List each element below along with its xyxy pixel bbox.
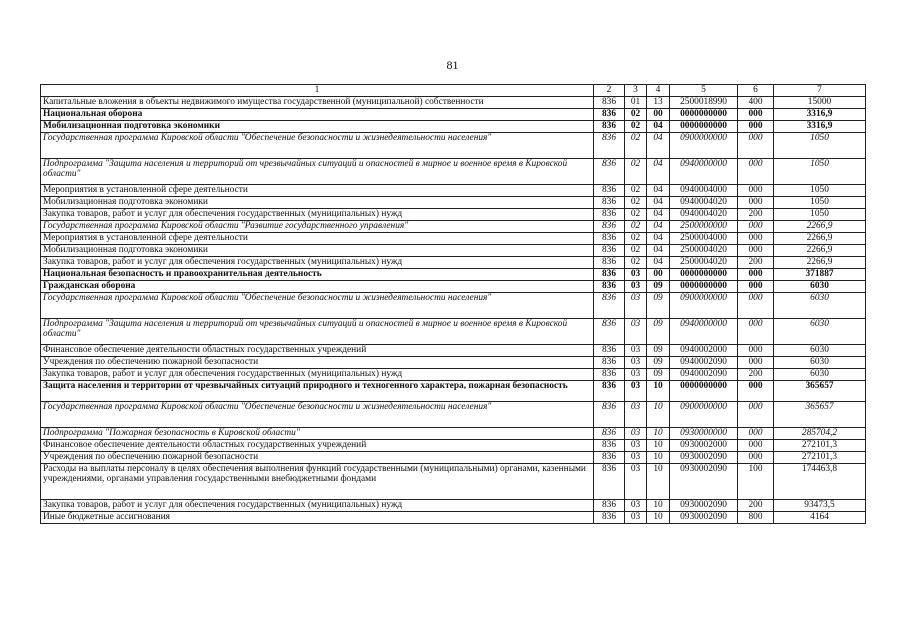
section-code-cell: 03 (625, 451, 647, 463)
header-cell: 6 (738, 85, 774, 97)
ministry-code-cell: 836 (594, 196, 625, 208)
table-row (41, 108, 866, 120)
target-article-cell: 0000000000 (670, 380, 738, 401)
section-code-cell: 02 (625, 184, 647, 196)
item-name-cell: Национальная безопасность и правоохранительная деятельность (41, 268, 594, 280)
amount-cell: 365657 (774, 401, 866, 427)
item-name-cell: Защита населения и территории от чрезвычайных ситуаций природного и техногенного характера, пожарная безопасность (41, 380, 594, 401)
table-row (41, 463, 866, 499)
amount-cell: 15000 (774, 96, 866, 108)
ministry-code-cell: 836 (594, 220, 625, 232)
item-name-cell: Мобилизационная подготовка экономики (41, 244, 594, 256)
expense-type-cell: 000 (738, 318, 774, 344)
item-name-cell: Мероприятия в установленной сфере деятельности (41, 232, 594, 244)
subsection-code-cell: 04 (647, 158, 670, 184)
amount-cell: 2266,9 (774, 232, 866, 244)
budget-table (40, 84, 866, 524)
ministry-code-cell: 836 (594, 96, 625, 108)
amount-cell: 371887 (774, 268, 866, 280)
item-name-cell: Подпрограмма "Защита населения и территорий от чрезвычайных ситуаций и опасностей в мирное и военное время в Кировской области" (41, 158, 594, 184)
expense-type-cell: 100 (738, 463, 774, 499)
amount-cell: 2266,9 (774, 220, 866, 232)
subsection-code-cell: 00 (647, 268, 670, 280)
expense-type-cell: 000 (738, 132, 774, 158)
item-name-cell: Финансовое обеспечение деятельности областных государственных учреждений (41, 439, 594, 451)
expense-type-cell: 000 (738, 268, 774, 280)
header-cell: 5 (670, 85, 738, 97)
item-name-cell: Подпрограмма "Пожарная безопасность в Кировской области" (41, 427, 594, 439)
ministry-code-cell: 836 (594, 401, 625, 427)
ministry-code-cell: 836 (594, 268, 625, 280)
item-name-cell: Мобилизационная подготовка экономики (41, 196, 594, 208)
table-row (41, 268, 866, 280)
expense-type-cell: 000 (738, 380, 774, 401)
section-code-cell: 03 (625, 439, 647, 451)
section-code-cell: 02 (625, 232, 647, 244)
subsection-code-cell: 09 (647, 280, 670, 292)
table-row (41, 499, 866, 511)
amount-cell: 3316,9 (774, 108, 866, 120)
subsection-code-cell: 04 (647, 196, 670, 208)
item-name-cell: Государственная программа Кировской области "Обеспечение безопасности и жизнедеятельности населения" (41, 292, 594, 318)
amount-cell: 174463,8 (774, 463, 866, 499)
subsection-code-cell: 04 (647, 132, 670, 158)
subsection-code-cell: 10 (647, 511, 670, 523)
table-row (41, 439, 866, 451)
expense-type-cell: 000 (738, 427, 774, 439)
section-code-cell: 02 (625, 220, 647, 232)
section-code-cell: 03 (625, 280, 647, 292)
ministry-code-cell: 836 (594, 208, 625, 220)
ministry-code-cell: 836 (594, 499, 625, 511)
amount-cell: 6030 (774, 356, 866, 368)
item-name-cell: Мероприятия в установленной сфере деятельности (41, 184, 594, 196)
item-name-cell: Гражданская оборона (41, 280, 594, 292)
expense-type-cell: 200 (738, 499, 774, 511)
target-article-cell: 0000000000 (670, 268, 738, 280)
section-code-cell: 02 (625, 132, 647, 158)
table-row (41, 380, 866, 401)
subsection-code-cell: 09 (647, 318, 670, 344)
target-article-cell: 0940004000 (670, 184, 738, 196)
amount-cell: 1050 (774, 132, 866, 158)
item-name-cell: Капитальные вложения в объекты недвижимого имущества государственной (муниципальной) собственности (41, 96, 594, 108)
section-code-cell: 02 (625, 196, 647, 208)
table-row (41, 318, 866, 344)
subsection-code-cell: 10 (647, 439, 670, 451)
table-row (41, 427, 866, 439)
item-name-cell: Расходы на выплаты персоналу в целях обеспечения выполнения функций государственными (муниципальными) органами, казенными учреждениями, органами управления государственными внебюджетными фондами (41, 463, 594, 499)
section-code-cell: 02 (625, 208, 647, 220)
section-code-cell: 03 (625, 401, 647, 427)
subsection-code-cell: 10 (647, 380, 670, 401)
target-article-cell: 0900000000 (670, 401, 738, 427)
target-article-cell: 2500004020 (670, 256, 738, 268)
subsection-code-cell: 04 (647, 244, 670, 256)
section-code-cell: 03 (625, 380, 647, 401)
item-name-cell: Закупка товаров, работ и услуг для обеспечения государственных (муниципальных) нужд (41, 256, 594, 268)
amount-cell: 3316,9 (774, 120, 866, 132)
ministry-code-cell: 836 (594, 427, 625, 439)
header-cell: 2 (594, 85, 625, 97)
subsection-code-cell: 09 (647, 368, 670, 380)
section-code-cell: 03 (625, 368, 647, 380)
target-article-cell: 0940004020 (670, 196, 738, 208)
expense-type-cell: 000 (738, 108, 774, 120)
section-code-cell: 02 (625, 256, 647, 268)
section-code-cell: 03 (625, 292, 647, 318)
amount-cell: 6030 (774, 292, 866, 318)
expense-type-cell: 000 (738, 232, 774, 244)
section-code-cell: 03 (625, 318, 647, 344)
header-cell: 1 (41, 85, 594, 97)
expense-type-cell: 800 (738, 511, 774, 523)
table-row (41, 356, 866, 368)
header-cell: 3 (625, 85, 647, 97)
amount-cell: 4164 (774, 511, 866, 523)
item-name-cell: Государственная программа Кировской области "Развитие государственного управления" (41, 220, 594, 232)
subsection-code-cell: 04 (647, 220, 670, 232)
target-article-cell: 0940000000 (670, 158, 738, 184)
expense-type-cell: 000 (738, 220, 774, 232)
expense-type-cell: 000 (738, 120, 774, 132)
section-code-cell: 03 (625, 499, 647, 511)
header-row (41, 85, 866, 97)
expense-type-cell: 000 (738, 451, 774, 463)
ministry-code-cell: 836 (594, 511, 625, 523)
target-article-cell: 0000000000 (670, 280, 738, 292)
ministry-code-cell: 836 (594, 244, 625, 256)
amount-cell: 2266,9 (774, 256, 866, 268)
expense-type-cell: 000 (738, 196, 774, 208)
target-article-cell: 0930002090 (670, 499, 738, 511)
amount-cell: 6030 (774, 344, 866, 356)
table-row (41, 451, 866, 463)
amount-cell: 1050 (774, 208, 866, 220)
ministry-code-cell: 836 (594, 280, 625, 292)
ministry-code-cell: 836 (594, 344, 625, 356)
subsection-code-cell: 04 (647, 208, 670, 220)
expense-type-cell: 000 (738, 439, 774, 451)
expense-type-cell: 000 (738, 244, 774, 256)
table-row (41, 96, 866, 108)
ministry-code-cell: 836 (594, 380, 625, 401)
table-row (41, 220, 866, 232)
table-row (41, 184, 866, 196)
item-name-cell: Закупка товаров, работ и услуг для обеспечения государственных (муниципальных) нужд (41, 208, 594, 220)
subsection-code-cell: 10 (647, 499, 670, 511)
target-article-cell: 0900000000 (670, 292, 738, 318)
expense-type-cell: 000 (738, 280, 774, 292)
table-row (41, 132, 866, 158)
section-code-cell: 03 (625, 268, 647, 280)
target-article-cell: 0940002090 (670, 368, 738, 380)
expense-type-cell: 000 (738, 344, 774, 356)
item-name-cell: Государственная программа Кировской области "Обеспечение безопасности и жизнедеятельности населения" (41, 132, 594, 158)
expense-type-cell: 400 (738, 96, 774, 108)
table-row (41, 256, 866, 268)
expense-type-cell: 000 (738, 184, 774, 196)
target-article-cell: 0940000000 (670, 318, 738, 344)
target-article-cell: 0000000000 (670, 108, 738, 120)
amount-cell: 2266,9 (774, 244, 866, 256)
subsection-code-cell: 10 (647, 427, 670, 439)
section-code-cell: 02 (625, 244, 647, 256)
section-code-cell: 01 (625, 96, 647, 108)
ministry-code-cell: 836 (594, 368, 625, 380)
page-number: 81 (446, 58, 459, 72)
table-row (41, 292, 866, 318)
section-code-cell: 03 (625, 511, 647, 523)
subsection-code-cell: 09 (647, 356, 670, 368)
expense-type-cell: 000 (738, 401, 774, 427)
target-article-cell: 0930002090 (670, 451, 738, 463)
header-cell: 4 (647, 85, 670, 97)
expense-type-cell: 000 (738, 292, 774, 318)
ministry-code-cell: 836 (594, 132, 625, 158)
ministry-code-cell: 836 (594, 256, 625, 268)
section-code-cell: 02 (625, 120, 647, 132)
target-article-cell: 0900000000 (670, 132, 738, 158)
table-row (41, 158, 866, 184)
subsection-code-cell: 10 (647, 463, 670, 499)
subsection-code-cell: 09 (647, 344, 670, 356)
item-name-cell: Учреждения по обеспечению пожарной безопасности (41, 451, 594, 463)
target-article-cell: 0930002090 (670, 511, 738, 523)
amount-cell: 272101,3 (774, 439, 866, 451)
expense-type-cell: 000 (738, 158, 774, 184)
target-article-cell: 2500004000 (670, 232, 738, 244)
target-article-cell: 0940002000 (670, 344, 738, 356)
target-article-cell: 2500000000 (670, 220, 738, 232)
amount-cell: 1050 (774, 184, 866, 196)
header-cell: 7 (774, 85, 866, 97)
table-row (41, 232, 866, 244)
expense-type-cell: 200 (738, 256, 774, 268)
table-row (41, 196, 866, 208)
subsection-code-cell: 13 (647, 96, 670, 108)
section-code-cell: 02 (625, 108, 647, 120)
target-article-cell: 0940004020 (670, 208, 738, 220)
item-name-cell: Закупка товаров, работ и услуг для обеспечения государственных (муниципальных) нужд (41, 499, 594, 511)
target-article-cell: 2500004020 (670, 244, 738, 256)
subsection-code-cell: 04 (647, 120, 670, 132)
subsection-code-cell: 10 (647, 451, 670, 463)
table-row (41, 511, 866, 523)
subsection-code-cell: 04 (647, 256, 670, 268)
ministry-code-cell: 836 (594, 439, 625, 451)
table-row (41, 244, 866, 256)
amount-cell: 6030 (774, 368, 866, 380)
ministry-code-cell: 836 (594, 232, 625, 244)
expense-type-cell: 000 (738, 356, 774, 368)
item-name-cell: Государственная программа Кировской области "Обеспечение безопасности и жизнедеятельности населения" (41, 401, 594, 427)
ministry-code-cell: 836 (594, 356, 625, 368)
section-code-cell: 03 (625, 356, 647, 368)
ministry-code-cell: 836 (594, 318, 625, 344)
table-row (41, 401, 866, 427)
ministry-code-cell: 836 (594, 292, 625, 318)
amount-cell: 272101,3 (774, 451, 866, 463)
table-row (41, 368, 866, 380)
target-article-cell: 0930000000 (670, 427, 738, 439)
subsection-code-cell: 10 (647, 401, 670, 427)
item-name-cell: Закупка товаров, работ и услуг для обеспечения государственных (муниципальных) нужд (41, 368, 594, 380)
item-name-cell: Учреждения по обеспечению пожарной безопасности (41, 356, 594, 368)
amount-cell: 1050 (774, 158, 866, 184)
table-row (41, 280, 866, 292)
item-name-cell: Иные бюджетные ассигнования (41, 511, 594, 523)
table-row (41, 208, 866, 220)
item-name-cell: Национальная оборона (41, 108, 594, 120)
section-code-cell: 03 (625, 463, 647, 499)
item-name-cell: Финансовое обеспечение деятельности областных государственных учреждений (41, 344, 594, 356)
subsection-code-cell: 04 (647, 232, 670, 244)
amount-cell: 93473,5 (774, 499, 866, 511)
table-row (41, 120, 866, 132)
amount-cell: 365657 (774, 380, 866, 401)
item-name-cell: Мобилизационная подготовка экономики (41, 120, 594, 132)
section-code-cell: 03 (625, 427, 647, 439)
ministry-code-cell: 836 (594, 120, 625, 132)
ministry-code-cell: 836 (594, 184, 625, 196)
section-code-cell: 02 (625, 158, 647, 184)
table-row (41, 344, 866, 356)
amount-cell: 6030 (774, 280, 866, 292)
ministry-code-cell: 836 (594, 463, 625, 499)
section-code-cell: 03 (625, 344, 647, 356)
ministry-code-cell: 836 (594, 108, 625, 120)
target-article-cell: 2500018990 (670, 96, 738, 108)
subsection-code-cell: 04 (647, 184, 670, 196)
expense-type-cell: 200 (738, 368, 774, 380)
amount-cell: 6030 (774, 318, 866, 344)
target-article-cell: 0000000000 (670, 120, 738, 132)
amount-cell: 1050 (774, 196, 866, 208)
target-article-cell: 0930002000 (670, 439, 738, 451)
subsection-code-cell: 09 (647, 292, 670, 318)
item-name-cell: Подпрограмма "Защита населения и территорий от чрезвычайных ситуаций и опасностей в мирное и военное время в Кировской области" (41, 318, 594, 344)
amount-cell: 285704,2 (774, 427, 866, 439)
target-article-cell: 0940002090 (670, 356, 738, 368)
expense-type-cell: 200 (738, 208, 774, 220)
ministry-code-cell: 836 (594, 158, 625, 184)
ministry-code-cell: 836 (594, 451, 625, 463)
target-article-cell: 0930002090 (670, 463, 738, 499)
subsection-code-cell: 00 (647, 108, 670, 120)
